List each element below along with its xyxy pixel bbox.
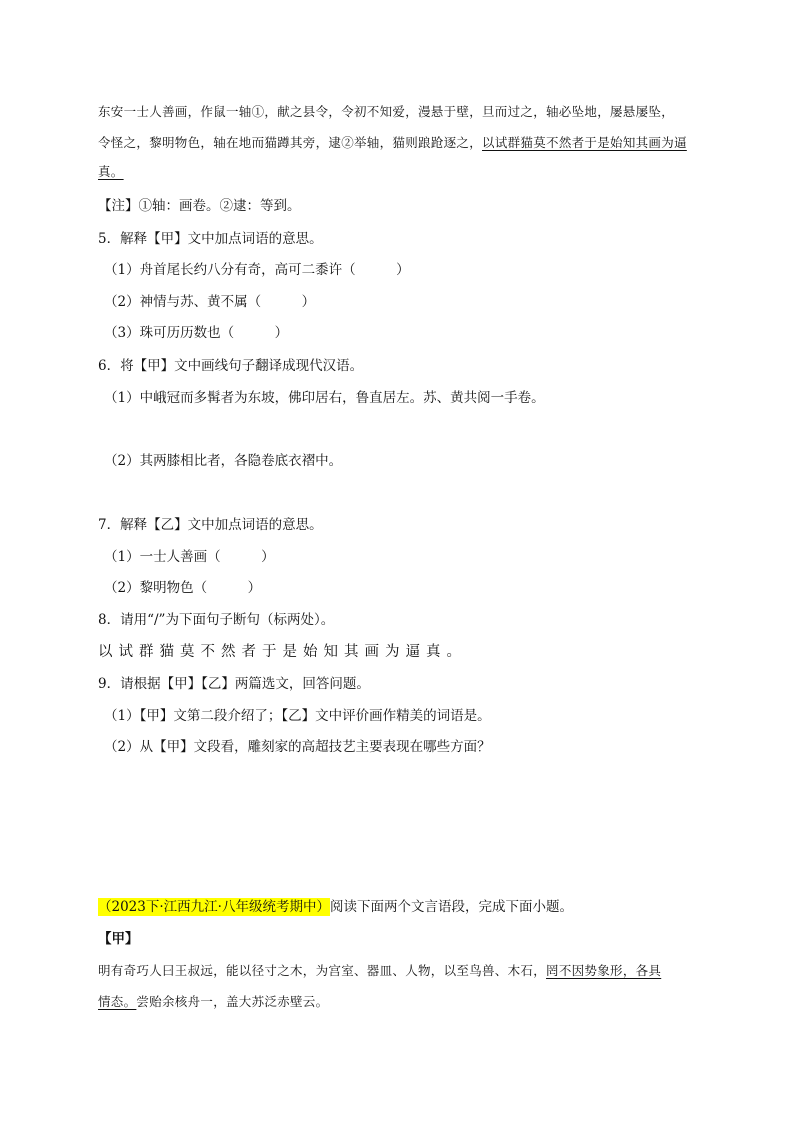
passage-yi-line-3 — [98, 162, 124, 182]
passage-text: 尝贻余核舟一，盖大苏泛赤壁云。 — [136, 994, 329, 1009]
section-intro — [98, 897, 573, 917]
source-tag: （2023下·江西九江·八年级统考期中） — [98, 899, 330, 915]
question-6-1: （1）中峨冠而多髯者为东坡，佛印居右，鲁直居左。苏、黄共阅一手卷。 — [104, 390, 545, 406]
passage-text: 明有奇巧人曰王叔远，能以径寸之木，为宫室、器皿、人物，以至鸟兽、木石， — [98, 963, 547, 978]
question-9-2: （2）从【甲】文段看，雕刻家的高超技艺主要表现在哪些方面？ — [104, 739, 491, 755]
underlined-sentence: 以试群猫莫不然者于是始知其画为逼 — [482, 135, 687, 150]
question-9-1: （1）【甲】文第二段介绍了；【乙】文中评价画作精美的词语是。 — [104, 708, 491, 724]
question-9: 9．请根据【甲】【乙】两篇选文，回答问题。 — [98, 676, 370, 692]
question-7-2: （2）黎明物色（ ） — [104, 580, 262, 596]
passage-yi-line-1 — [98, 102, 674, 122]
section-instruction: 阅读下面两个文言语段，完成下面小题。 — [329, 899, 573, 915]
question-5-1: （1）舟首尾长约八分有奇，高可二黍许（ ） — [104, 262, 410, 278]
jia-header: 【甲】 — [98, 931, 139, 947]
jia-line-1 — [98, 961, 661, 981]
passage-text: 令怪之，黎明物色，轴在地而猫蹲其旁，逮②举轴，猫则踉跄逐之， — [98, 135, 483, 150]
passage-text: 东安一士人善画，作鼠一轴①，献之县令，令初不知爱，漫悬于壁，旦而过之，轴必坠地，屡悬屡坠， — [98, 104, 675, 119]
question-5-2: （2）神情与苏、黄不属（ ） — [104, 294, 316, 310]
question-5-3: （3）珠可历历数也（ ） — [104, 325, 289, 341]
question-8-sentence: 以试群猫莫不然者于是始知其画为逼真。 — [98, 644, 467, 660]
question-7: 7．解释【乙】文中加点词语的意思。 — [98, 517, 323, 533]
underlined-sentence: 情态。 — [98, 994, 137, 1009]
question-5: 5．解释【甲】文中加点词语的意思。 — [98, 231, 323, 247]
note: 【注】①轴：画卷。②逮：等到。 — [98, 198, 301, 214]
question-6: 6．将【甲】文中画线句子翻译成现代汉语。 — [98, 358, 364, 374]
passage-yi-line-2 — [98, 133, 687, 153]
underlined-sentence: 真。 — [98, 164, 124, 179]
jia-line-2 — [98, 992, 328, 1012]
question-6-2: （2）其两膝相比者，各隐卷底衣褶中。 — [104, 453, 343, 469]
question-8: 8．请用“/”为下面句子断句（标两处）。 — [98, 612, 335, 628]
question-7-1: （1）一士人善画（ ） — [104, 549, 275, 565]
underlined-sentence: 罔不因势象形，各具 — [546, 963, 662, 978]
